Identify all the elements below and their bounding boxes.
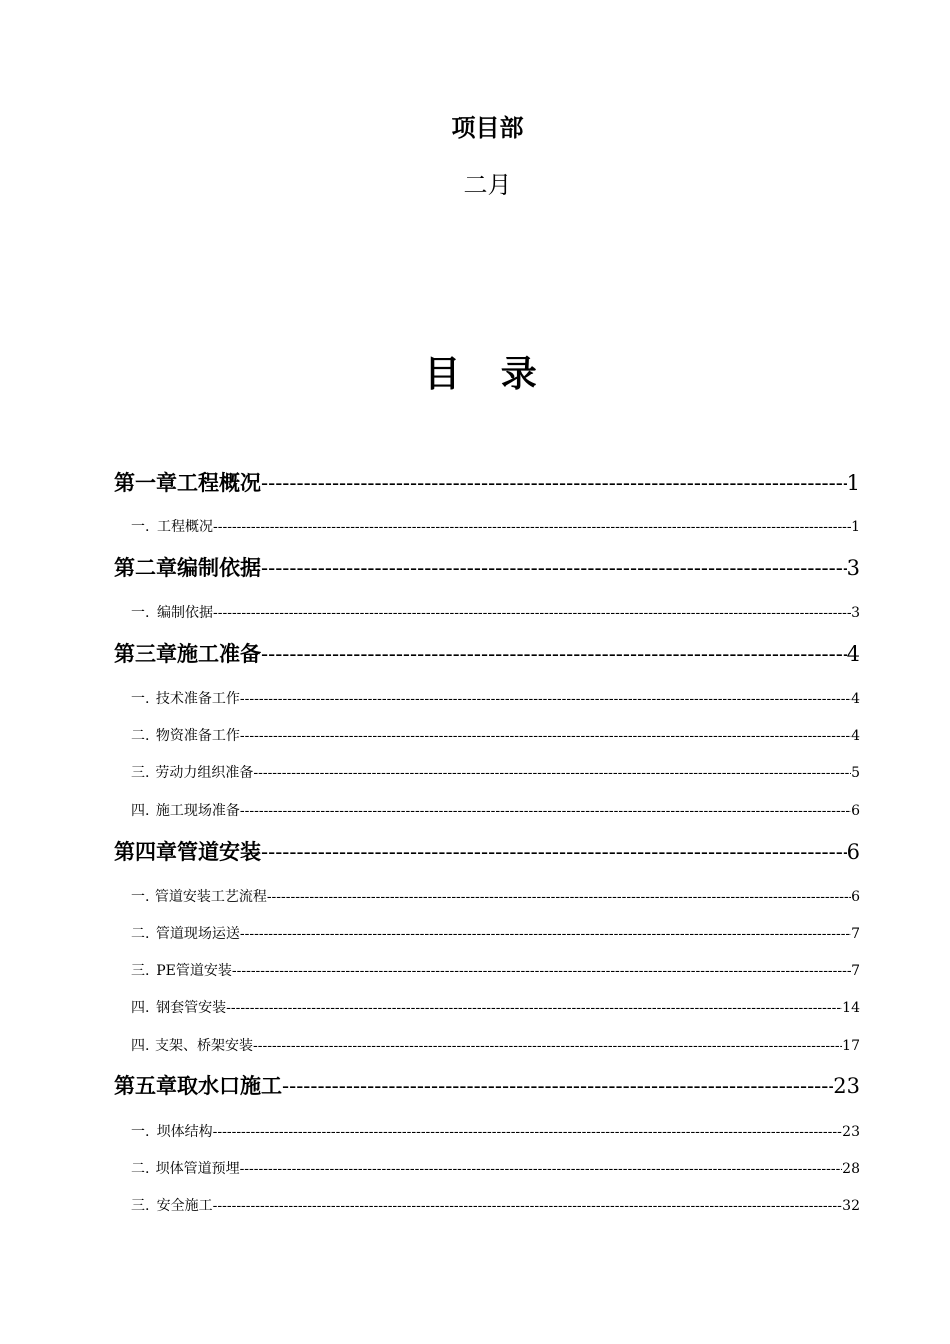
section-number: 三. xyxy=(131,963,150,979)
dot-leader xyxy=(213,1121,843,1143)
chapter-number: 第四章 xyxy=(114,839,177,864)
dot-leader xyxy=(213,516,851,538)
section-number: 一. xyxy=(131,1124,150,1140)
section-title: PE管道安装 xyxy=(156,963,232,979)
toc-section[interactable] xyxy=(114,1035,860,1057)
section-number: 二. xyxy=(131,1161,150,1177)
page-number: 4 xyxy=(851,728,860,744)
page-number: 3 xyxy=(851,605,860,621)
section-title: 物资准备工作 xyxy=(155,728,240,744)
toc-chapter-4[interactable] xyxy=(114,837,860,867)
section-title: 支架、桥架安装 xyxy=(155,1038,254,1054)
organization-title: 项目部 xyxy=(451,113,524,142)
section-title: 施工现场准备 xyxy=(155,803,240,819)
toc-section[interactable] xyxy=(114,602,860,624)
chapter-number: 第一章 xyxy=(114,470,177,495)
section-title: 工程概况 xyxy=(157,519,214,535)
section-number: 一. xyxy=(131,605,150,621)
chapter-number: 第二章 xyxy=(114,555,177,580)
page-number: 23 xyxy=(842,1124,860,1140)
section-title: 坝体管道预埋 xyxy=(155,1161,240,1177)
page-number: 7 xyxy=(851,963,860,979)
section-number: 四. xyxy=(131,1000,150,1016)
page-number: 5 xyxy=(851,765,860,781)
page-number: 23 xyxy=(833,1074,860,1098)
dot-leader xyxy=(232,960,851,982)
page-number: 32 xyxy=(842,1198,860,1214)
dot-leader xyxy=(240,688,851,710)
page-number: 7 xyxy=(851,926,860,942)
toc-section[interactable] xyxy=(114,1195,860,1217)
dot-leader xyxy=(240,923,851,945)
toc-chapter-1[interactable] xyxy=(114,468,860,498)
dot-leader xyxy=(213,602,851,624)
toc-section[interactable] xyxy=(114,725,860,747)
page-number: 1 xyxy=(846,471,860,495)
toc-section[interactable] xyxy=(114,923,860,945)
page-number: 3 xyxy=(846,556,860,580)
toc-section[interactable] xyxy=(114,1121,860,1143)
section-title: 管道现场运送 xyxy=(155,926,240,942)
dot-leader xyxy=(267,886,851,908)
toc-chapter-3[interactable] xyxy=(114,639,860,669)
dot-leader xyxy=(261,468,847,498)
section-number: 三. xyxy=(131,765,150,781)
toc-section[interactable] xyxy=(114,997,860,1019)
page-number: 4 xyxy=(851,691,860,707)
dot-leader xyxy=(226,997,842,1019)
section-number: 三. xyxy=(131,1198,150,1214)
toc-section[interactable] xyxy=(114,1158,860,1180)
toc-heading: 目 录 xyxy=(424,353,551,395)
toc-section[interactable] xyxy=(114,516,860,538)
dot-leader xyxy=(240,725,851,747)
toc-chapter-5[interactable] xyxy=(114,1071,860,1101)
toc-section[interactable] xyxy=(114,762,860,784)
dot-leader xyxy=(261,639,847,669)
dot-leader xyxy=(213,1195,843,1217)
section-number: 四. xyxy=(131,803,150,819)
section-title: 钢套管安装 xyxy=(156,1000,227,1016)
chapter-title: 管道安装 xyxy=(177,839,261,864)
section-title: 管道安装工艺流程 xyxy=(154,889,267,905)
section-number: 一. xyxy=(131,691,150,707)
page-number: 1 xyxy=(851,519,860,535)
section-title: 技术准备工作 xyxy=(155,691,240,707)
section-title: 编制依据 xyxy=(157,605,214,621)
toc-section[interactable] xyxy=(114,800,860,822)
chapter-title: 施工准备 xyxy=(177,641,261,666)
toc-section[interactable] xyxy=(114,688,860,710)
dot-leader xyxy=(240,800,851,822)
chapter-title: 编制依据 xyxy=(177,555,261,580)
section-number: 一. xyxy=(131,519,150,535)
page-number: 14 xyxy=(842,1000,860,1016)
section-number: 二. xyxy=(131,728,150,744)
toc-section[interactable] xyxy=(114,886,860,908)
chapter-title: 工程概况 xyxy=(177,470,261,495)
dot-leader xyxy=(253,762,851,784)
section-number: 二. xyxy=(131,926,150,942)
toc-section[interactable] xyxy=(114,960,860,982)
page-number: 6 xyxy=(851,803,860,819)
section-number: 一. xyxy=(131,889,150,905)
dot-leader xyxy=(253,1035,842,1057)
dot-leader xyxy=(261,837,847,867)
section-number: 四. xyxy=(131,1038,150,1054)
toc-chapter-2[interactable] xyxy=(114,553,860,583)
chapter-number: 第三章 xyxy=(114,641,177,666)
page-number: 4 xyxy=(846,642,860,666)
dot-leader xyxy=(240,1158,843,1180)
chapter-number: 第五章 xyxy=(114,1073,177,1098)
page-number: 6 xyxy=(846,840,860,864)
page-number: 6 xyxy=(851,889,860,905)
page-number: 17 xyxy=(842,1038,860,1054)
page-number: 28 xyxy=(842,1161,860,1177)
dot-leader xyxy=(282,1071,833,1101)
dot-leader xyxy=(261,553,847,583)
month-label: 二月 xyxy=(463,171,512,199)
section-title: 安全施工 xyxy=(156,1198,213,1214)
chapter-title: 取水口施工 xyxy=(177,1073,282,1098)
section-title: 劳动力组织准备 xyxy=(155,765,254,781)
section-title: 坝体结构 xyxy=(156,1124,213,1140)
